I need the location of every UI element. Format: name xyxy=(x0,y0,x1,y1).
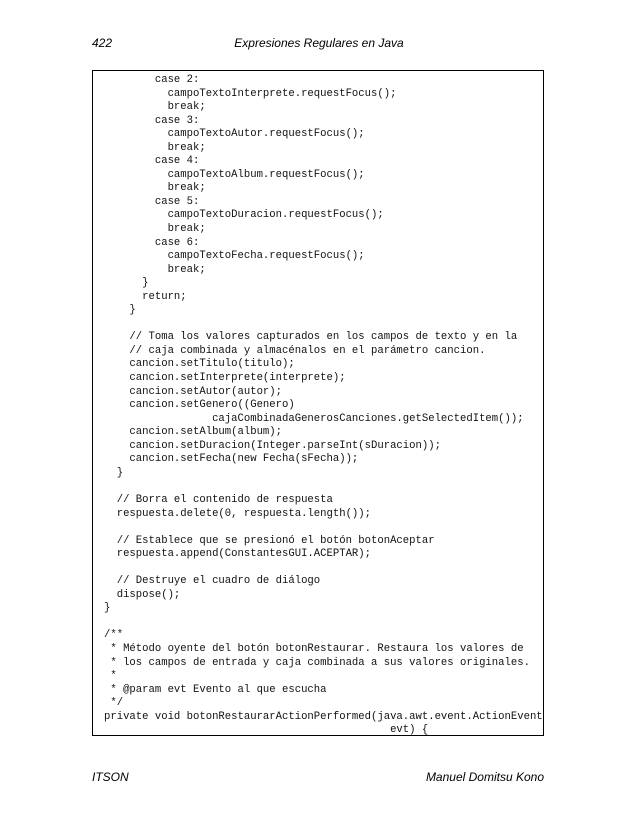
code-line: // Borra el contenido de respuesta xyxy=(104,493,333,506)
code-line xyxy=(104,521,543,535)
code-line: private void botonRestaurarActionPerformed(java.awt.event.ActionEvent xyxy=(104,710,543,723)
code-line: break; xyxy=(104,182,206,195)
code-line: * los campos de entrada y caja combinada a sus valores originales. xyxy=(104,656,530,669)
code-line: cancion.setDuracion(Integer.parseInt(sDuracion)); xyxy=(104,439,441,452)
code-line: // Toma los valores capturados en los campos de texto y en la xyxy=(104,331,518,344)
code-line: case 6: xyxy=(104,236,200,249)
code-line: } xyxy=(104,304,136,317)
code-line: break; xyxy=(104,223,206,236)
code-line: dispose(); xyxy=(104,588,181,601)
code-line: cancion.setFecha(new Fecha(sFecha)); xyxy=(104,453,359,466)
footer-author: Manuel Domitsu Kono xyxy=(425,770,544,784)
code-line: // caja combinada y almacénalos en el parámetro cancion. xyxy=(104,344,486,357)
code-line: respuesta.delete(0, respuesta.length()); xyxy=(104,507,372,520)
code-line xyxy=(104,616,543,630)
code-line: evt) { xyxy=(104,724,429,737)
code-line xyxy=(104,562,543,576)
code-listing xyxy=(104,74,543,738)
code-line: case 4: xyxy=(104,155,200,168)
code-line: cancion.setAlbum(album); xyxy=(104,426,283,439)
code-line: cancion.setTitulo(titulo); xyxy=(104,358,295,371)
code-line: * Método oyente del botón botonRestaurar. Restaura los valores de xyxy=(104,642,524,655)
code-line: cancion.setInterprete(interprete); xyxy=(104,372,346,385)
code-line: /** xyxy=(104,629,124,642)
footer-institution: ITSON xyxy=(92,770,129,784)
code-line: campoTextoInterprete.requestFocus(); xyxy=(104,87,397,100)
code-line: */ xyxy=(104,697,124,710)
page-number: 422 xyxy=(92,36,113,50)
code-line: case 3: xyxy=(104,114,200,127)
code-line: campoTextoAlbum.requestFocus(); xyxy=(104,168,365,181)
code-line: break; xyxy=(104,263,206,276)
running-header-title: Expresiones Regulares en Java xyxy=(234,36,404,50)
code-line: break; xyxy=(104,101,206,114)
code-line xyxy=(104,480,543,494)
code-line: campoTextoAutor.requestFocus(); xyxy=(104,128,365,141)
code-line: // Destruye el cuadro de diálogo xyxy=(104,575,321,588)
code-line: cancion.setGenero((Genero) xyxy=(104,399,295,412)
code-line: case 2: xyxy=(104,74,200,86)
code-line: } xyxy=(104,602,111,615)
code-line xyxy=(104,318,543,332)
code-line: } xyxy=(104,466,124,479)
code-line: case 5: xyxy=(104,195,200,208)
code-line: respuesta.append(ConstantesGUI.ACEPTAR); xyxy=(104,548,372,561)
code-line: return; xyxy=(104,290,187,303)
code-line: * xyxy=(104,670,117,683)
code-line: break; xyxy=(104,141,206,154)
code-line: } xyxy=(104,277,149,290)
code-line: campoTextoDuracion.requestFocus(); xyxy=(104,209,384,222)
code-line: campoTextoFecha.requestFocus(); xyxy=(104,250,365,263)
code-line: cajaCombinadaGenerosCanciones.getSelectedItem()); xyxy=(104,412,524,425)
code-line: cancion.setAutor(autor); xyxy=(104,385,283,398)
code-line: * @param evt Evento al que escucha xyxy=(104,683,327,696)
code-line: // Establece que se presionó el botón botonAceptar xyxy=(104,534,435,547)
